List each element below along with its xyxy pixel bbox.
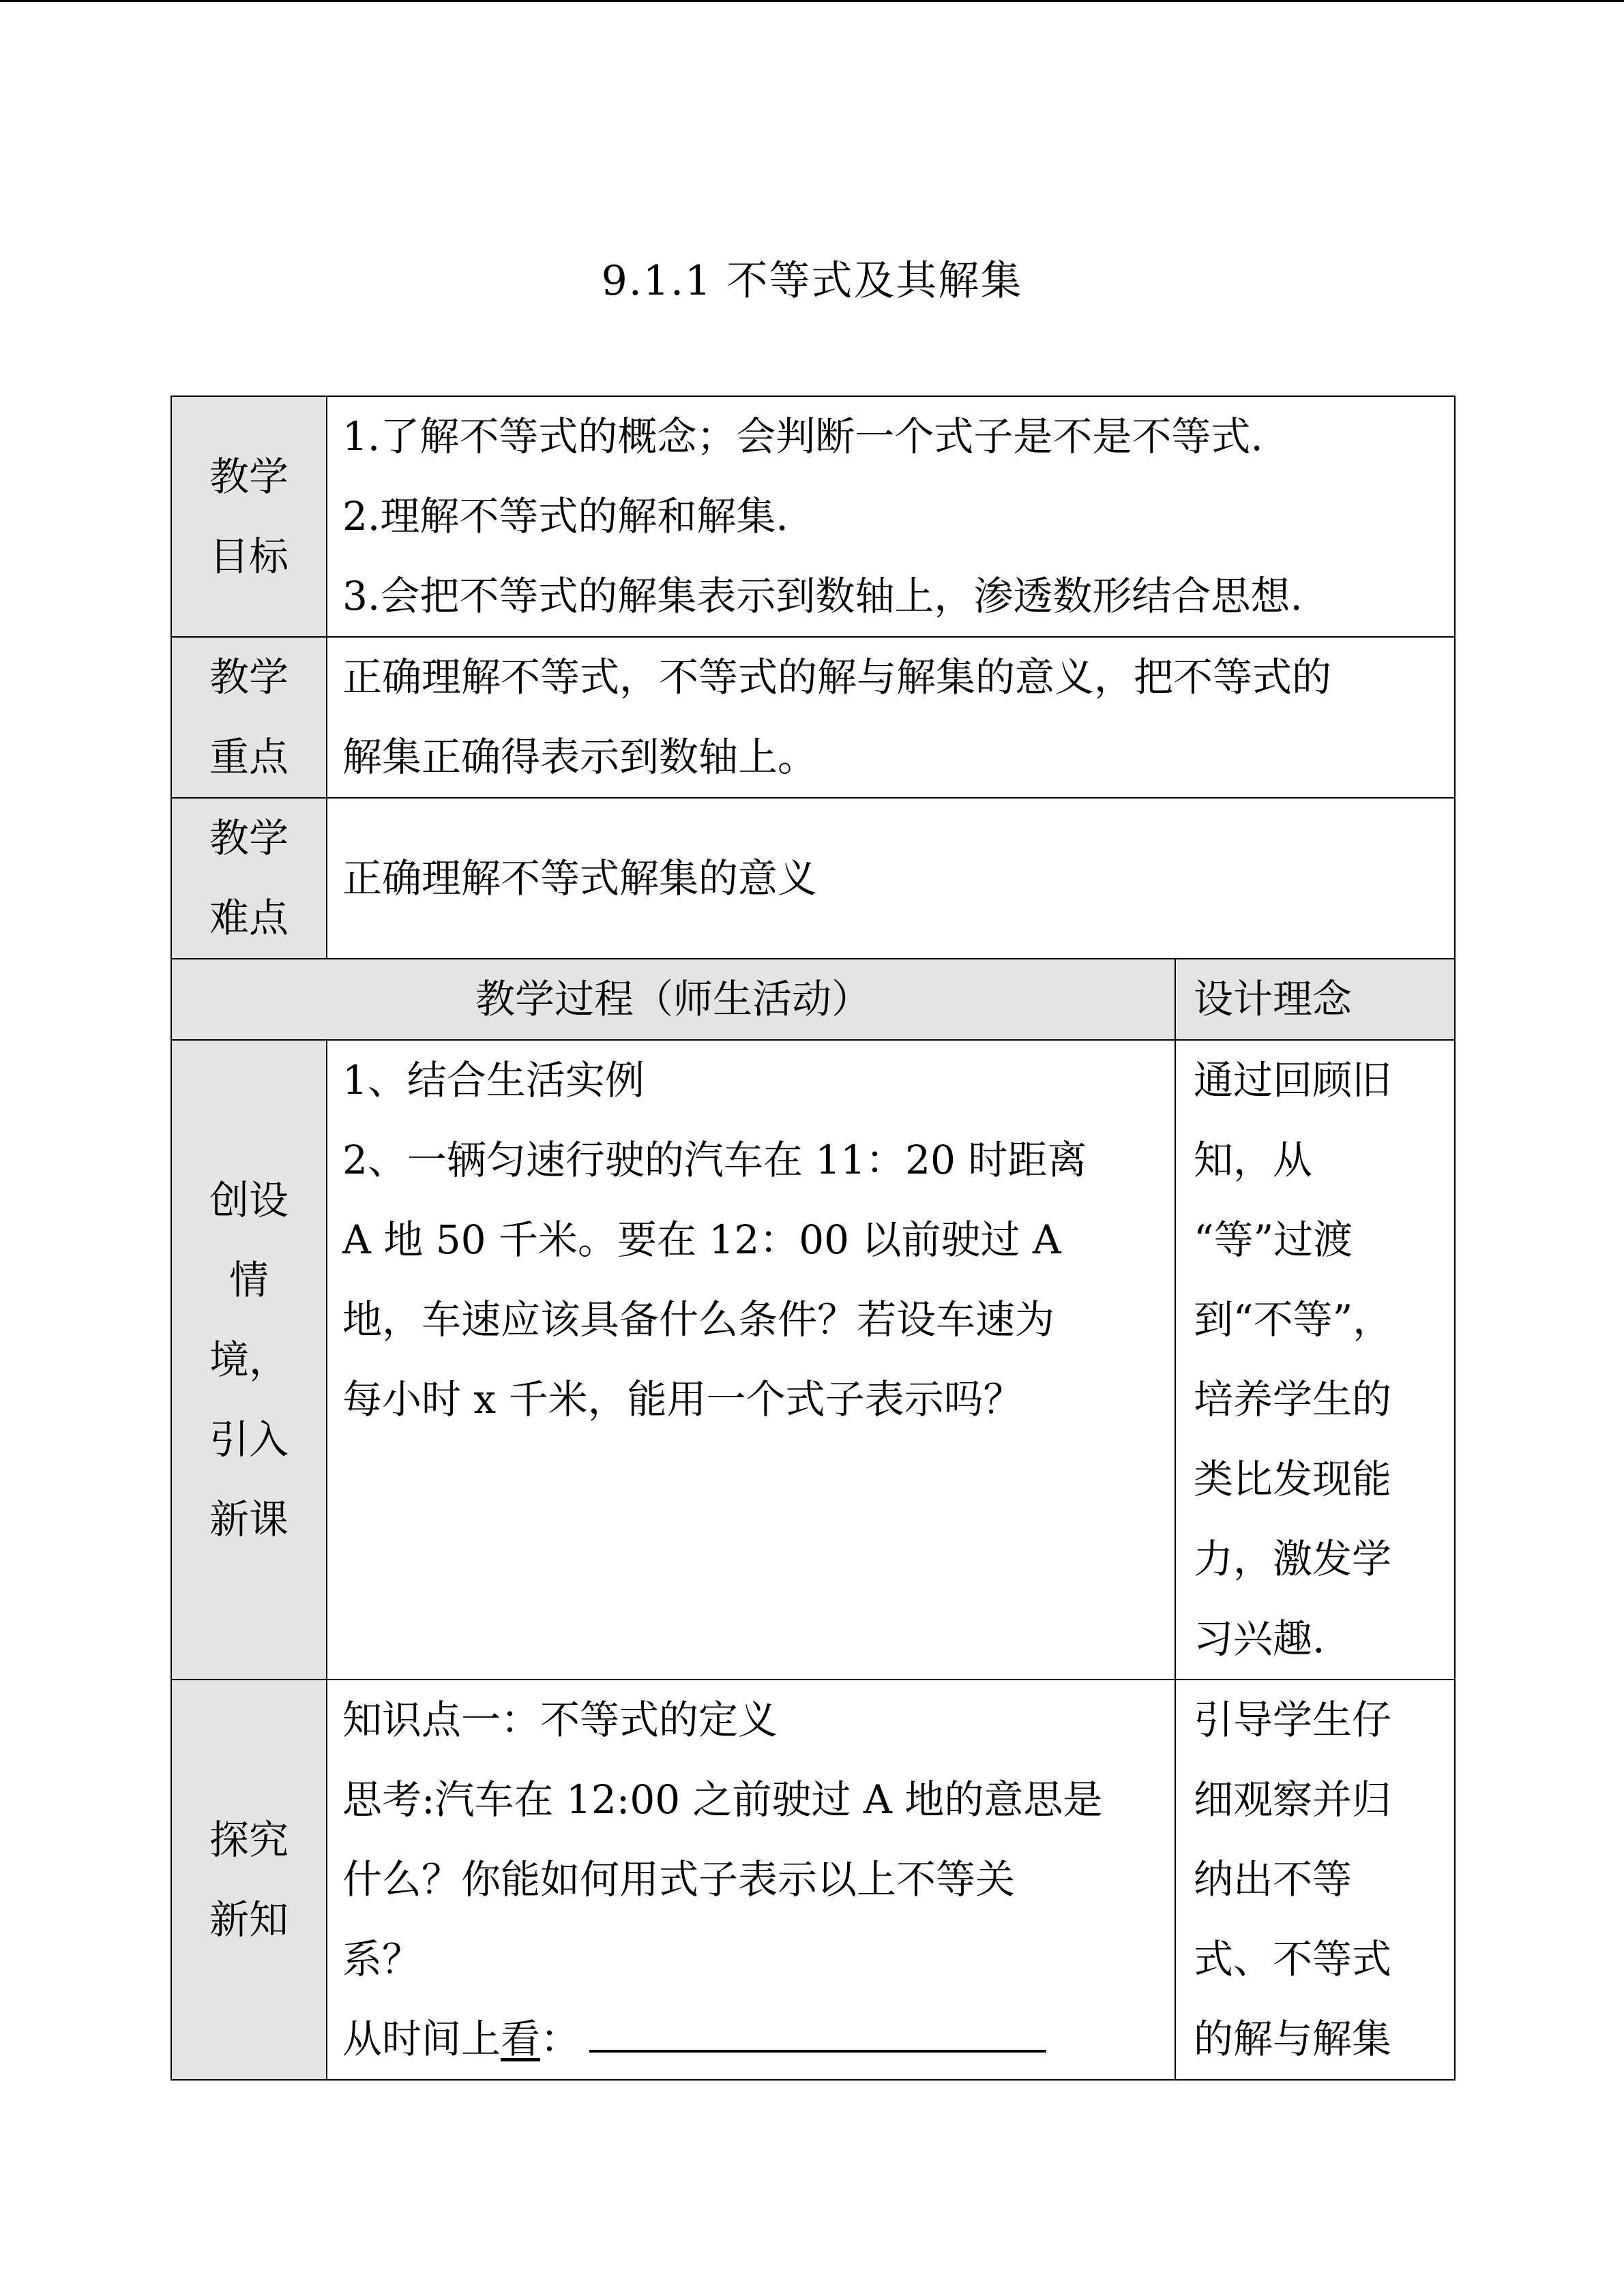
time-colon: ： — [540, 2016, 580, 2062]
explore-content-line: 什么？你能如何用式子表示以上不等关 — [342, 1856, 1016, 1903]
objectives-label-line-2: 目标 — [209, 533, 289, 580]
difficulties-row — [171, 798, 1455, 959]
objectives-label-line-1: 教学 — [209, 453, 289, 500]
explore-label-line: 新知 — [209, 1896, 289, 1943]
explore-design-line: 的解与解集 — [1194, 2016, 1392, 2062]
intro-label — [171, 1040, 327, 1680]
key-points-label-line-2: 重点 — [209, 734, 289, 780]
process-header: 教学过程（师生活动） — [171, 959, 1175, 1040]
explore-design — [1175, 1680, 1455, 2080]
explore-label-line: 探究 — [209, 1816, 289, 1863]
key-points-label-line-1: 教学 — [209, 654, 289, 700]
intro-design-line: 类比发现能 — [1194, 1456, 1392, 1502]
lesson-plan-table — [171, 396, 1456, 2081]
difficulties-label-line-2: 难点 — [209, 895, 289, 941]
explore-content — [327, 1680, 1175, 2080]
difficulties-label — [171, 798, 327, 959]
explore-content-line: 知识点一：不等式的定义 — [342, 1697, 778, 1743]
answer-blank[interactable] — [589, 2010, 1046, 2053]
objectives-content — [327, 396, 1455, 637]
intro-label-line: 情 — [228, 1256, 269, 1303]
explore-content-line: 思考:汽车在 12:00 之前驶过 A 地的意思是 — [342, 1776, 1103, 1823]
intro-label-line: 境， — [209, 1336, 289, 1383]
objectives-row — [171, 396, 1455, 637]
intro-content-line: A 地 50 千米。要在 12：00 以前驶过 A — [342, 1217, 1061, 1263]
explore-label — [171, 1680, 327, 2080]
time-prefix: 从时间上 — [342, 2016, 501, 2062]
explore-design-line: 引导学生仔 — [1194, 1697, 1392, 1743]
explore-design-line: 纳出不等 — [1194, 1856, 1353, 1903]
objectives-label — [171, 396, 327, 637]
key-points-line: 解集正确得表示到数轴上。 — [342, 734, 818, 780]
time-perspective-line — [342, 1999, 1162, 2079]
intro-content-line: 2、一辆匀速行驶的汽车在 11：20 时距离 — [342, 1137, 1087, 1183]
intro-design-line: 知，从 — [1194, 1137, 1313, 1183]
intro-content — [327, 1040, 1175, 1680]
objective-item: 3.会把不等式的解集表示到数轴上，渗透数形结合思想. — [342, 573, 1303, 619]
intro-label-line: 创设 — [209, 1176, 289, 1223]
key-points-line: 正确理解不等式，不等式的解与解集的意义，把不等式的 — [342, 654, 1332, 700]
difficulties-content — [327, 798, 1455, 959]
explore-row — [171, 1680, 1455, 2080]
explore-design-line: 细观察并归 — [1194, 1776, 1392, 1823]
intro-design-line: 到“不等”， — [1194, 1296, 1393, 1343]
page-title: 9.1.1 不等式及其解集 — [601, 257, 1023, 305]
design-header: 设计理念 — [1175, 959, 1455, 1040]
intro-content-line: 1、结合生活实例 — [342, 1057, 645, 1103]
explore-content-line: 系？ — [342, 1936, 422, 1982]
intro-content-line: 每小时 x 千米，能用一个式子表示吗？ — [342, 1376, 1023, 1422]
objective-item: 2.理解不等式的解和解集. — [342, 493, 788, 539]
intro-row — [171, 1040, 1455, 1680]
intro-content-line: 地，车速应该具备什么条件？若设车速为 — [342, 1296, 1055, 1343]
intro-design-line: 习兴趣. — [1194, 1615, 1325, 1662]
intro-design — [1175, 1040, 1455, 1680]
intro-design-line: 力，激发学 — [1194, 1536, 1392, 1582]
objective-item: 1.了解不等式的概念；会判断一个式子是不是不等式. — [342, 413, 1263, 460]
intro-label-line: 引入 — [209, 1416, 289, 1463]
intro-design-line: “等”过渡 — [1194, 1217, 1353, 1263]
key-points-content — [327, 637, 1455, 798]
explore-design-line: 式、不等式 — [1194, 1936, 1392, 1982]
difficulties-label-line-1: 教学 — [209, 815, 289, 861]
process-header-row — [171, 959, 1455, 1040]
page-top-border — [0, 0, 1624, 2]
difficulties-text: 正确理解不等式解集的意义 — [342, 854, 818, 901]
time-underlined-text: 看 — [501, 2016, 541, 2062]
intro-design-line: 培养学生的 — [1194, 1376, 1392, 1422]
intro-design-line: 通过回顾旧 — [1194, 1057, 1392, 1103]
key-points-label — [171, 637, 327, 798]
key-points-row — [171, 637, 1455, 798]
intro-label-line: 新课 — [209, 1495, 289, 1542]
